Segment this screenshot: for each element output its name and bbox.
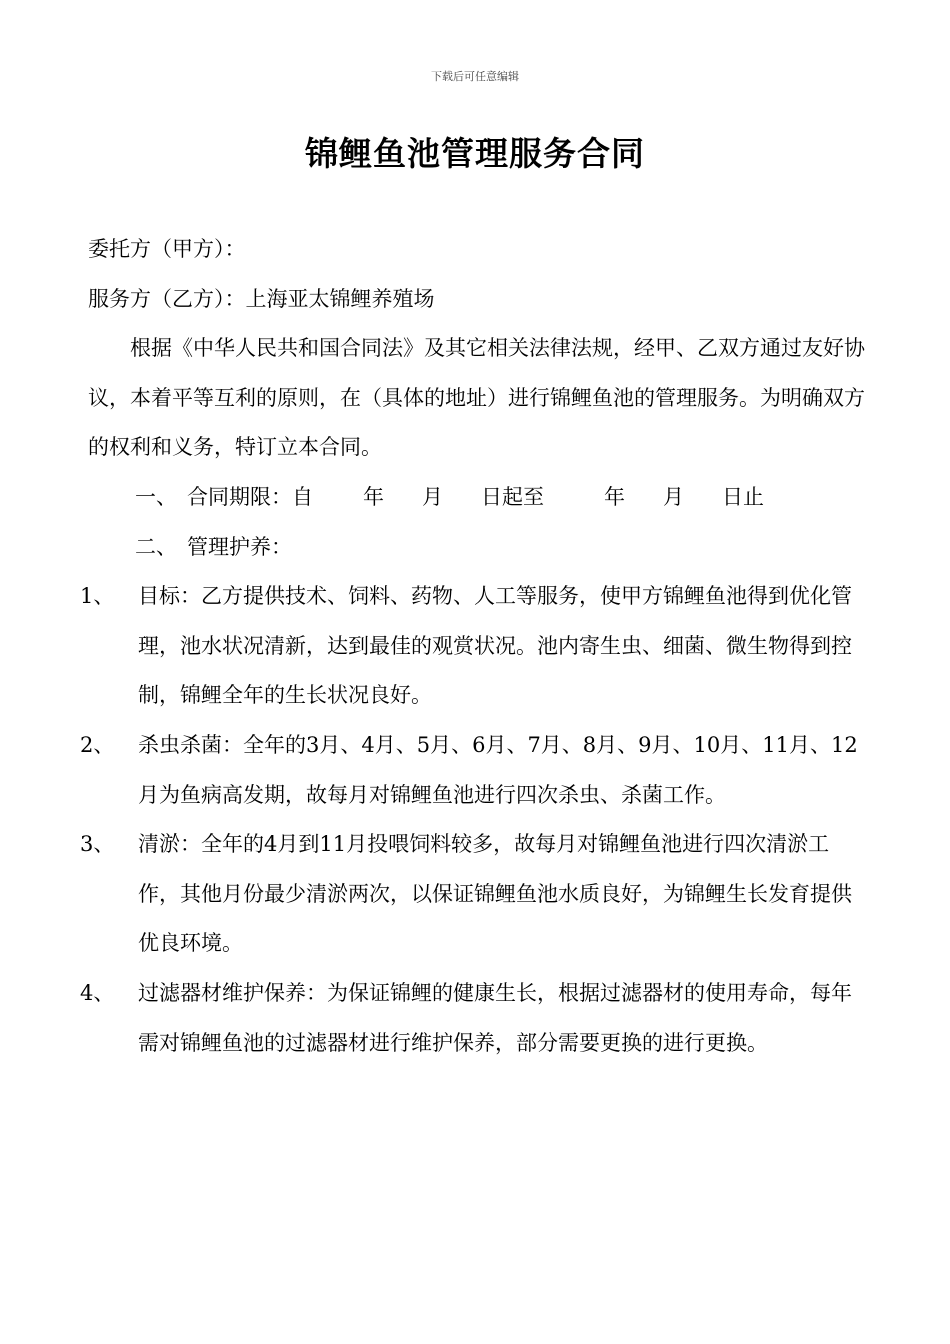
- item-number: 2、: [80, 732, 115, 757]
- term-month-2: 月: [663, 484, 684, 509]
- section-number: 一、: [135, 484, 177, 509]
- item-text: 过滤器材维护保养：为保证锦鲤的健康生长，根据过滤器材的使用寿命，每年需对锦鲤鱼池的过滤器材进行维护保养，部分需要更换的进行更换。: [138, 980, 852, 1055]
- term-year-1: 年: [363, 484, 384, 509]
- item-text: 目标：乙方提供技术、饲料、药物、人工等服务，使甲方锦鲤鱼池得到优化管理，池水状况清新，达到最佳的观赏状况。池内寄生虫、细菌、微生物得到控制，锦鲤全年的生长状况良好。: [138, 584, 852, 708]
- header-note: 下载后可任意编辑: [431, 70, 519, 83]
- term-day-2: 日止: [722, 484, 764, 509]
- section-term: [88, 473, 868, 523]
- party-b-line: 服务方（乙方）：上海亚太锦鲤养殖场: [88, 286, 435, 311]
- list-item: [0, 721, 868, 820]
- care-items-list: [0, 572, 868, 1068]
- item-text: 清淤：全年的4月到11月投喂饲料较多，故每月对锦鲤鱼池进行四次清淤工作，其他月份最少清淤两次，以保证锦鲤鱼池水质良好，为锦鲤生长发育提供优良环境。: [138, 832, 852, 956]
- section-care: [88, 523, 868, 573]
- term-day-1: 日起至: [481, 484, 544, 509]
- item-text: 杀虫杀菌：全年的3月、4月、5月、6月、7月、8月、9月、10月、11月、12月为鱼病高发期，故每月对锦鲤鱼池进行四次杀虫、杀菌工作。: [138, 732, 858, 807]
- document-body: [80, 225, 868, 1068]
- party-a-line: 委托方（甲方）：: [88, 237, 246, 261]
- term-label: 合同期限：自: [187, 484, 313, 509]
- list-item: [0, 820, 868, 969]
- item-number: 4、: [80, 980, 115, 1005]
- term-month-1: 月: [422, 484, 443, 509]
- document-title: 锦鲤鱼池管理服务合同: [305, 134, 645, 173]
- list-item: [0, 969, 868, 1068]
- care-label: 管理护养：: [187, 534, 292, 559]
- term-year-2: 年: [604, 484, 625, 509]
- section-number: 二、: [135, 534, 177, 559]
- item-number: 3、: [80, 832, 115, 857]
- item-number: 1、: [80, 584, 115, 609]
- list-item: [0, 572, 868, 721]
- preamble-paragraph: 根据《中华人民共和国合同法》及其它相关法律法规，经甲、乙双方通过友好协议，本着平等互利的原则，在（具体的地址）进行锦鲤鱼池的管理服务。为明确双方的权利和义务，特订立本合同。: [88, 336, 865, 460]
